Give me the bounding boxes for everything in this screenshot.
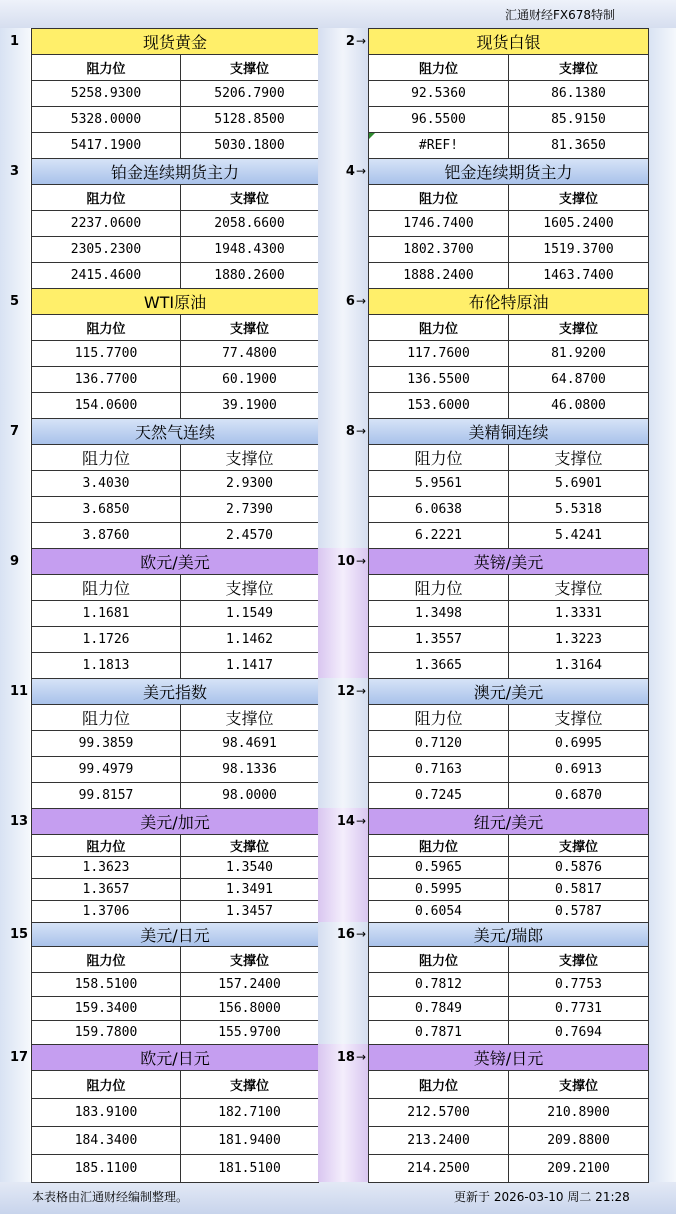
resistance-label: 阻力位 (368, 444, 509, 471)
support-label: 支撑位 (508, 184, 649, 211)
resistance-value: 117.7600 (368, 340, 509, 367)
support-value: 1.3540 (180, 856, 319, 879)
resistance-value: 1888.2400 (368, 262, 509, 289)
section-number-text: 13 (10, 813, 29, 829)
section-number-text: 5 (10, 293, 20, 309)
support-label: 支撑位 (180, 704, 319, 731)
support-value: 60.1900 (180, 366, 319, 393)
support-label: 支撑位 (508, 314, 649, 341)
resistance-label: 阻力位 (31, 574, 181, 601)
section-number (318, 418, 368, 444)
support-value: 98.4691 (180, 730, 319, 757)
support-value: 209.8800 (508, 1126, 649, 1155)
resistance-value: 1.3557 (368, 626, 509, 653)
support-label: 支撑位 (180, 314, 319, 341)
support-label: 支撑位 (180, 54, 319, 81)
resistance-label: 阻力位 (368, 834, 509, 857)
support-value: 0.6913 (508, 756, 649, 783)
support-value: 5.5318 (508, 496, 649, 523)
arrow-right-icon: → (355, 164, 366, 178)
section-number-text: 15 (10, 926, 29, 942)
resistance-label: 阻力位 (368, 704, 509, 731)
resistance-value: 0.7849 (368, 996, 509, 1021)
section-number (318, 548, 368, 574)
resistance-value: 159.7800 (31, 1020, 181, 1045)
support-value: 209.2100 (508, 1154, 649, 1183)
section-title: 纽元/美元 (368, 808, 649, 835)
support-label: 支撑位 (508, 704, 649, 731)
resistance-value: 2237.0600 (31, 210, 181, 237)
section-number (2, 922, 30, 946)
section-title: 欧元/日元 (31, 1044, 319, 1071)
support-label: 支撑位 (508, 444, 649, 471)
support-value: 5.6901 (508, 470, 649, 497)
support-value: 5030.1800 (180, 132, 319, 159)
resistance-value: 6.0638 (368, 496, 509, 523)
support-label: 支撑位 (508, 946, 649, 973)
resistance-value: 158.5100 (31, 972, 181, 997)
support-label: 支撑位 (180, 946, 319, 973)
resistance-value: 5258.9300 (31, 80, 181, 107)
resistance-value: 2305.2300 (31, 236, 181, 263)
resistance-value: 92.5360 (368, 80, 509, 107)
section-number-text: 3 (10, 163, 20, 179)
arrow-right-icon: → (355, 927, 366, 941)
resistance-label: 阻力位 (31, 946, 181, 973)
resistance-value: 0.7163 (368, 756, 509, 783)
section-number-text: 11 (10, 683, 29, 699)
section-number (318, 922, 368, 946)
resistance-label: 阻力位 (368, 1070, 509, 1099)
resistance-label: 阻力位 (31, 1070, 181, 1099)
support-value: 155.9700 (180, 1020, 319, 1045)
support-value: 2058.6600 (180, 210, 319, 237)
support-value: 81.9200 (508, 340, 649, 367)
section-number-text: 1 (10, 33, 20, 49)
section-title: 现货白银 (368, 28, 649, 55)
support-value: 1.3223 (508, 626, 649, 653)
resistance-label: 阻力位 (368, 574, 509, 601)
resistance-value: 153.6000 (368, 392, 509, 419)
support-value: 181.5100 (180, 1154, 319, 1183)
section-title: 英镑/日元 (368, 1044, 649, 1071)
support-value: 2.4570 (180, 522, 319, 549)
section-number (2, 808, 30, 834)
section-number (2, 28, 30, 54)
support-value: 1605.2400 (508, 210, 649, 237)
section-number-text: 4 (345, 163, 355, 179)
resistance-value: 0.6054 (368, 900, 509, 923)
resistance-value: 1802.3700 (368, 236, 509, 263)
support-value: 81.3650 (508, 132, 649, 159)
footer-updated: 更新于 2026-03-10 周二 21:28 (454, 1190, 630, 1204)
support-value: 156.8000 (180, 996, 319, 1021)
support-value: 0.5876 (508, 856, 649, 879)
resistance-label: 阻力位 (31, 54, 181, 81)
section-number-text: 8 (345, 423, 355, 439)
support-value: 1463.7400 (508, 262, 649, 289)
resistance-value: #REF! (368, 132, 509, 159)
section-number-text: 6 (345, 293, 355, 309)
resistance-value: 115.7700 (31, 340, 181, 367)
section-number (318, 158, 368, 184)
support-value: 0.7753 (508, 972, 649, 997)
resistance-value: 0.7871 (368, 1020, 509, 1045)
resistance-value: 0.7812 (368, 972, 509, 997)
resistance-value: 6.2221 (368, 522, 509, 549)
support-value: 1.3331 (508, 600, 649, 627)
resistance-value: 0.7245 (368, 782, 509, 809)
resistance-value: 1.3498 (368, 600, 509, 627)
resistance-value: 99.8157 (31, 782, 181, 809)
resistance-value: 5328.0000 (31, 106, 181, 133)
section-title: 美元指数 (31, 678, 319, 705)
resistance-label: 阻力位 (31, 314, 181, 341)
arrow-right-icon: → (355, 684, 366, 698)
support-value: 1.1462 (180, 626, 319, 653)
support-value: 77.4800 (180, 340, 319, 367)
support-label: 支撑位 (508, 54, 649, 81)
section-title: 钯金连续期货主力 (368, 158, 649, 185)
resistance-value: 5.9561 (368, 470, 509, 497)
section-number (2, 1044, 30, 1070)
section-number (318, 678, 368, 704)
section-title: 现货黄金 (31, 28, 319, 55)
brand-label: 汇通财经FX678特制 (505, 8, 616, 22)
section-number (2, 678, 30, 704)
support-label: 支撑位 (508, 574, 649, 601)
support-value: 5206.7900 (180, 80, 319, 107)
resistance-value: 1.1813 (31, 652, 181, 679)
support-value: 0.7694 (508, 1020, 649, 1045)
support-value: 46.0800 (508, 392, 649, 419)
arrow-right-icon: → (355, 424, 366, 438)
support-value: 98.1336 (180, 756, 319, 783)
section-title: 澳元/美元 (368, 678, 649, 705)
resistance-value: 185.1100 (31, 1154, 181, 1183)
support-value: 181.9400 (180, 1126, 319, 1155)
right-edge-strip (648, 0, 676, 1214)
resistance-value: 213.2400 (368, 1126, 509, 1155)
footer-note: 本表格由汇通财经编制整理。 (32, 1190, 189, 1204)
resistance-label: 阻力位 (31, 444, 181, 471)
resistance-value: 3.6850 (31, 496, 181, 523)
section-number-text: 10 (336, 553, 355, 569)
support-label: 支撑位 (508, 1070, 649, 1099)
section-number-text: 14 (336, 813, 355, 829)
resistance-value: 0.5965 (368, 856, 509, 879)
arrow-right-icon: → (355, 554, 366, 568)
section-number-text: 9 (10, 553, 20, 569)
resistance-value: 99.4979 (31, 756, 181, 783)
resistance-label: 阻力位 (368, 946, 509, 973)
support-value: 0.6870 (508, 782, 649, 809)
section-title: 铂金连续期货主力 (31, 158, 319, 185)
resistance-value: 136.7700 (31, 366, 181, 393)
support-value: 210.8900 (508, 1098, 649, 1127)
resistance-value: 99.3859 (31, 730, 181, 757)
section-number-text: 18 (336, 1049, 355, 1065)
resistance-value: 3.8760 (31, 522, 181, 549)
support-value: 0.7731 (508, 996, 649, 1021)
arrow-right-icon: → (355, 814, 366, 828)
support-value: 157.2400 (180, 972, 319, 997)
arrow-right-icon: → (355, 34, 366, 48)
section-number (318, 1044, 368, 1070)
arrow-right-icon: → (355, 1050, 366, 1064)
section-title: 英镑/美元 (368, 548, 649, 575)
section-number-text: 7 (10, 423, 20, 439)
resistance-value: 0.7120 (368, 730, 509, 757)
resistance-value: 1.3657 (31, 878, 181, 901)
support-value: 98.0000 (180, 782, 319, 809)
support-value: 39.1900 (180, 392, 319, 419)
resistance-value: 159.3400 (31, 996, 181, 1021)
support-value: 64.8700 (508, 366, 649, 393)
section-number-text: 16 (336, 926, 355, 942)
support-label: 支撑位 (180, 574, 319, 601)
support-value: 182.7100 (180, 1098, 319, 1127)
support-value: 2.9300 (180, 470, 319, 497)
resistance-value: 96.5500 (368, 106, 509, 133)
section-number (2, 548, 30, 574)
arrow-right-icon: → (355, 294, 366, 308)
support-label: 支撑位 (180, 1070, 319, 1099)
section-title: 美元/加元 (31, 808, 319, 835)
support-value: 1948.4300 (180, 236, 319, 263)
section-title: 天然气连续 (31, 418, 319, 445)
resistance-label: 阻力位 (31, 834, 181, 857)
section-number (2, 418, 30, 444)
resistance-label: 阻力位 (31, 184, 181, 211)
resistance-value: 183.9100 (31, 1098, 181, 1127)
section-title: WTI原油 (31, 288, 319, 315)
support-value: 0.6995 (508, 730, 649, 757)
support-value: 1.3491 (180, 878, 319, 901)
support-value: 1.1417 (180, 652, 319, 679)
section-number-text: 2 (345, 33, 355, 49)
resistance-label: 阻力位 (368, 184, 509, 211)
support-label: 支撑位 (180, 834, 319, 857)
support-value: 86.1380 (508, 80, 649, 107)
support-value: 5128.8500 (180, 106, 319, 133)
section-number (2, 158, 30, 184)
resistance-label: 阻力位 (368, 54, 509, 81)
section-number (318, 808, 368, 834)
support-value: 1.1549 (180, 600, 319, 627)
resistance-value: 5417.1900 (31, 132, 181, 159)
resistance-value: 0.5995 (368, 878, 509, 901)
support-value: 0.5787 (508, 900, 649, 923)
section-title: 美元/瑞郎 (368, 922, 649, 947)
resistance-value: 1.1726 (31, 626, 181, 653)
resistance-value: 1746.7400 (368, 210, 509, 237)
resistance-value: 214.2500 (368, 1154, 509, 1183)
support-value: 85.9150 (508, 106, 649, 133)
resistance-value: 136.5500 (368, 366, 509, 393)
resistance-value: 1.3665 (368, 652, 509, 679)
resistance-value: 1.3706 (31, 900, 181, 923)
section-number-text: 17 (10, 1049, 29, 1065)
support-value: 2.7390 (180, 496, 319, 523)
section-number (318, 28, 368, 54)
section-title: 欧元/美元 (31, 548, 319, 575)
resistance-value: 1.1681 (31, 600, 181, 627)
section-title: 布伦特原油 (368, 288, 649, 315)
section-title: 美精铜连续 (368, 418, 649, 445)
support-value: 1880.2600 (180, 262, 319, 289)
section-number-text: 12 (336, 683, 355, 699)
resistance-label: 阻力位 (31, 704, 181, 731)
resistance-value: 212.5700 (368, 1098, 509, 1127)
section-number (318, 288, 368, 314)
resistance-value: 184.3400 (31, 1126, 181, 1155)
resistance-value: 154.0600 (31, 392, 181, 419)
support-value: 1519.3700 (508, 236, 649, 263)
support-value: 0.5817 (508, 878, 649, 901)
resistance-label: 阻力位 (368, 314, 509, 341)
section-title: 美元/日元 (31, 922, 319, 947)
support-value: 1.3164 (508, 652, 649, 679)
support-value: 5.4241 (508, 522, 649, 549)
resistance-value: 1.3623 (31, 856, 181, 879)
support-label: 支撑位 (180, 444, 319, 471)
resistance-value: 3.4030 (31, 470, 181, 497)
support-label: 支撑位 (180, 184, 319, 211)
support-value: 1.3457 (180, 900, 319, 923)
cell-error-marker (369, 133, 375, 139)
resistance-value: 2415.4600 (31, 262, 181, 289)
support-label: 支撑位 (508, 834, 649, 857)
section-number (2, 288, 30, 314)
